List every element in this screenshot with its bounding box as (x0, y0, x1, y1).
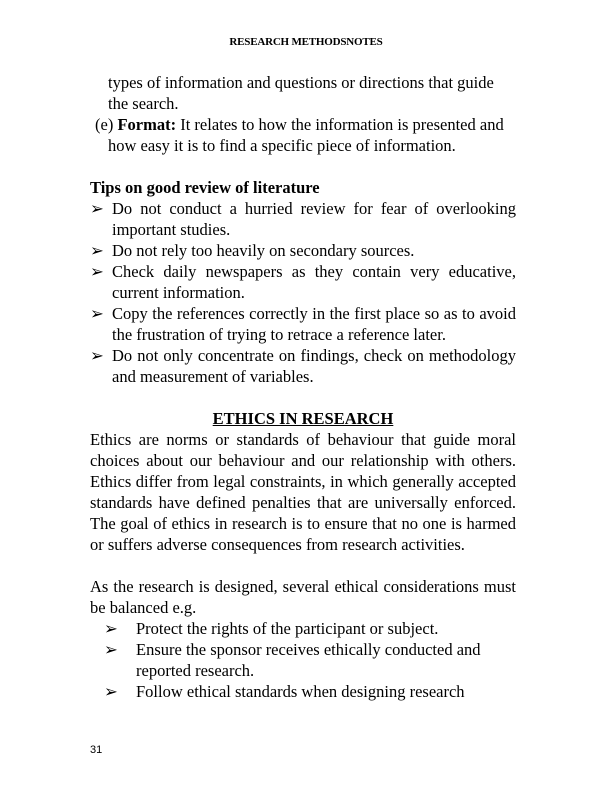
item-label: Format: (117, 115, 177, 134)
arrow-bullet-icon: ➢ (90, 346, 104, 365)
tips-heading: Tips on good review of literature (90, 178, 320, 197)
ethics-considerations-intro: As the research is designed, several ethical considerations must be balanced e.g. (90, 577, 516, 617)
list-item: ➢ Ensure the sponsor receives ethically conducted and reported research. (104, 640, 481, 680)
item-marker: (e) (95, 115, 114, 134)
page-header: RESEARCH METHODSNOTES (229, 36, 383, 48)
ethics-paragraph: Ethics are norms or standards of behaviour that guide moral choices about our behaviour and our relationship with others. Ethics differ from legal constraints, in which generally accepted standards have defined penalties that are universally enforced. The goal of ethics in research is to ensure that no one is harmed or suffers adverse consequences from research activities. (90, 430, 516, 554)
page-number: 31 (90, 744, 103, 756)
list-item-format (90, 114, 516, 156)
arrow-bullet-icon: ➢ (90, 199, 104, 218)
item-text: It relates to how the information is presented and how easy it is to find a specific piece of information. (108, 115, 504, 155)
intro-continuation: types of information and questions or directions that guide the search. (108, 73, 494, 113)
list-item: ➢ Check daily newspapers as they contain very educative, current information. (90, 262, 516, 302)
list-item: ➢ Do not conduct a hurried review for fear of overlooking important studies. (90, 199, 516, 239)
section-title: ETHICS IN RESEARCH (212, 409, 394, 428)
list-item: ➢ Do not only concentrate on findings, check on methodology and measurement of variables. (90, 346, 516, 386)
arrow-bullet-icon: ➢ (90, 241, 104, 260)
list-item: ➢ Copy the references correctly in the first place so as to avoid the frustration of trying to retrace a reference later. (90, 304, 516, 344)
arrow-bullet-icon: ➢ (104, 619, 118, 638)
list-item: ➢ Do not rely too heavily on secondary sources. (90, 241, 415, 260)
arrow-bullet-icon: ➢ (90, 304, 104, 323)
arrow-bullet-icon: ➢ (104, 682, 118, 701)
tips-list (90, 198, 516, 387)
arrow-bullet-icon: ➢ (90, 262, 104, 281)
ethics-list (90, 618, 516, 702)
list-item: ➢ Protect the rights of the participant or subject. (104, 619, 439, 638)
arrow-bullet-icon: ➢ (104, 640, 118, 659)
list-item: ➢ Follow ethical standards when designing research (104, 682, 465, 701)
page-content (90, 72, 516, 702)
